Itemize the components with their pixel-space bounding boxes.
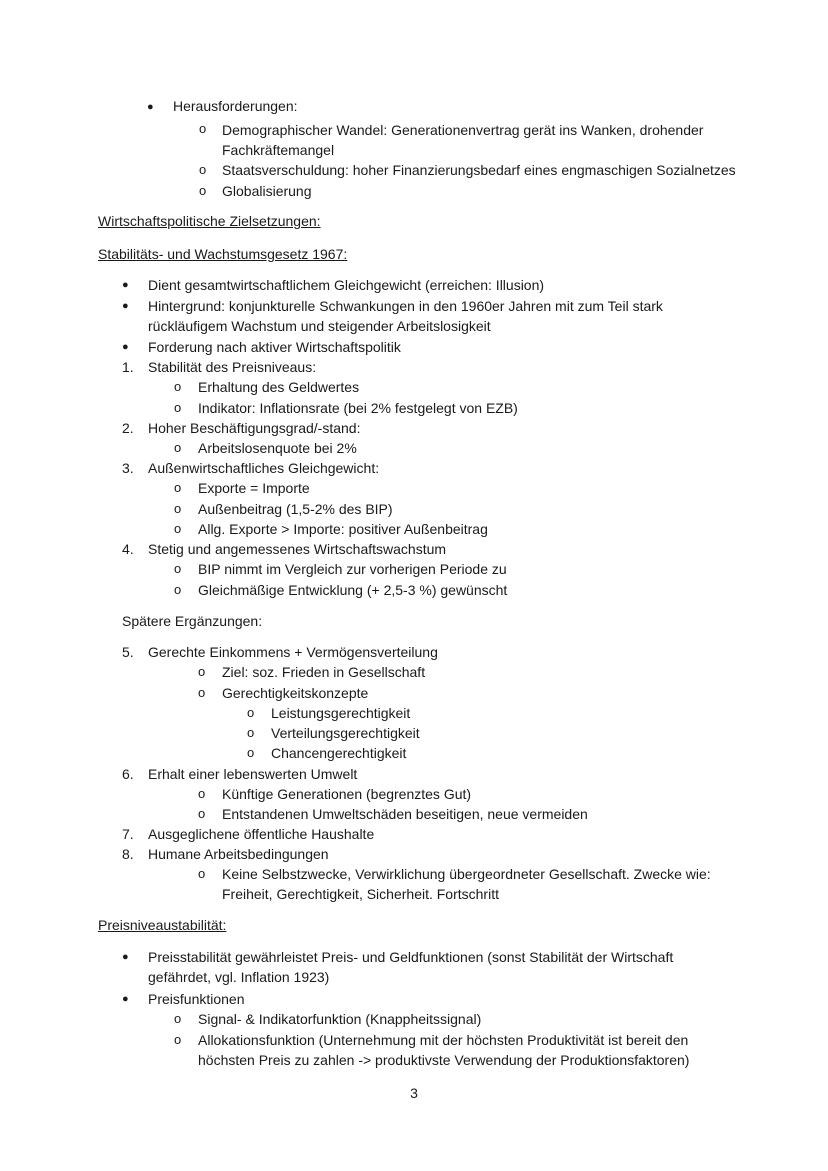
price-bullet: Preisstabilität gewährleistet Preis- und Geldfunktionen (sonst Stabilität der Wirtschaft gefährdet, vgl. Inflation 1923) xyxy=(148,949,674,985)
goal-sub: Gerechtigkeitskonzepte xyxy=(222,685,369,701)
heading-goals: Wirtschaftspolitische Zielsetzungen: xyxy=(98,213,321,229)
circle-marker: o xyxy=(174,521,182,536)
goal-sub: Ziel: soz. Frieden in Gesellschaft xyxy=(222,664,426,680)
goal-label: Ausgeglichene öffentliche Haushalte xyxy=(148,826,375,842)
goal-sub: Indikator: Inflationsrate (bei 2% festgelegt von EZB) xyxy=(198,400,518,416)
bullet-marker: ● xyxy=(122,279,129,291)
circle-marker: o xyxy=(174,379,182,394)
bullet-marker: ● xyxy=(122,300,129,312)
goal-label: Hoher Beschäftigungsgrad/-stand: xyxy=(148,420,361,436)
goal-number: 6. xyxy=(122,766,134,782)
heading-price-stability: Preisniveaustabilität: xyxy=(98,917,227,933)
circle-marker: o xyxy=(198,866,206,881)
challenge-item: Staatsverschuldung: hoher Finanzierungsbedarf eines engmaschigen Sozialnetzes xyxy=(222,162,736,178)
circle-marker: o xyxy=(174,582,182,597)
goal-sub: Erhaltung des Geldwertes xyxy=(198,379,360,395)
circle-marker: o xyxy=(174,400,182,415)
goal-label: Erhalt einer lebenswerten Umwelt xyxy=(148,766,358,782)
price-sub: Signal- & Indikatorfunktion (Knappheitssignal) xyxy=(198,1011,482,1027)
circle-marker: o xyxy=(174,480,182,495)
goal-subsub: Chancengerechtigkeit xyxy=(271,745,407,761)
law-bullet: Hintergrund: konjunkturelle Schwankungen in den 1960er Jahren mit zum Teil stark rückläufigem Wachstum und steigender Arbeitslosigkeit xyxy=(148,298,663,334)
circle-marker: o xyxy=(199,183,207,198)
circle-marker: o xyxy=(199,162,207,177)
goal-subsub: Verteilungsgerechtigkeit xyxy=(271,725,420,741)
goal-sub: Allg. Exporte > Importe: positiver Außenbeitrag xyxy=(198,521,488,537)
bullet-marker: ● xyxy=(122,993,129,1005)
circle-marker: o xyxy=(199,121,207,136)
goal-number: 3. xyxy=(122,460,134,476)
goal-number: 1. xyxy=(122,359,134,375)
circle-marker: o xyxy=(174,1011,182,1026)
circle-marker: o xyxy=(198,685,206,700)
goal-sub: BIP nimmt im Vergleich zur vorherigen Periode zu xyxy=(198,561,507,577)
goal-number: 2. xyxy=(122,420,134,436)
heading-law: Stabilitäts- und Wachstumsgesetz 1967: xyxy=(98,246,348,262)
goal-sub: Außenbeitrag (1,5-2% des BIP) xyxy=(198,501,393,517)
goal-label: Gerechte Einkommens + Vermögensverteilung xyxy=(148,644,438,660)
goal-label: Humane Arbeitsbedingungen xyxy=(148,846,329,862)
challenge-item: Demographischer Wandel: Generationenvertrag gerät ins Wanken, drohender Fachkräftemangel xyxy=(222,122,704,158)
goal-label: Außenwirtschaftliches Gleichgewicht: xyxy=(148,460,380,476)
goal-sub: Keine Selbstzwecke, Verwirklichung übergeordneter Gesellschaft. Zwecke wie: Freiheit, Gerechtigkeit, Sicherheit. Fortschritt xyxy=(222,866,711,902)
goal-label: Stabilität des Preisniveaus: xyxy=(148,359,317,375)
page-number: 3 xyxy=(410,1085,418,1101)
price-bullet: Preisfunktionen xyxy=(148,991,245,1007)
goal-sub: Entstandenen Umweltschäden beseitigen, neue vermeiden xyxy=(222,806,588,822)
bullet-marker: ● xyxy=(122,341,129,353)
challenges-label: Herausforderungen: xyxy=(173,98,298,114)
goal-number: 4. xyxy=(122,541,134,557)
circle-marker: o xyxy=(198,664,206,679)
goal-sub: Gleichmäßige Entwicklung (+ 2,5-3 %) gewünscht xyxy=(198,582,508,598)
goal-label: Stetig und angemessenes Wirtschaftswachstum xyxy=(148,541,447,557)
goal-number: 5. xyxy=(122,644,134,660)
goal-number: 8. xyxy=(122,846,134,862)
bullet-marker: ● xyxy=(122,951,129,963)
goal-sub: Exporte = Importe xyxy=(198,480,310,496)
goal-number: 7. xyxy=(122,826,134,842)
law-bullet: Forderung nach aktiver Wirtschaftspolitik xyxy=(148,339,401,355)
goal-sub: Arbeitslosenquote bei 2% xyxy=(198,440,357,456)
circle-marker: o xyxy=(247,725,255,740)
circle-marker: o xyxy=(247,705,255,720)
circle-marker: o xyxy=(198,806,206,821)
circle-marker: o xyxy=(174,440,182,455)
law-bullet: Dient gesamtwirtschaftlichem Gleichgewicht (erreichen: Illusion) xyxy=(148,277,545,293)
goal-subsub: Leistungsgerechtigkeit xyxy=(271,705,411,721)
later-label: Spätere Ergänzungen: xyxy=(122,613,263,629)
price-sub: Allokationsfunktion (Unternehmung mit der höchsten Produktivität ist bereit den höchsten Preis zu zahlen -> produktivste Verwendung der Produktionsfaktoren) xyxy=(198,1032,690,1068)
goal-sub: Künftige Generationen (begrenztes Gut) xyxy=(222,786,472,802)
circle-marker: o xyxy=(174,1032,182,1047)
challenge-item: Globalisierung xyxy=(222,183,312,199)
circle-marker: o xyxy=(174,501,182,516)
circle-marker: o xyxy=(247,745,255,760)
circle-marker: o xyxy=(198,786,206,801)
circle-marker: o xyxy=(174,561,182,576)
bullet-marker: ● xyxy=(147,101,154,113)
